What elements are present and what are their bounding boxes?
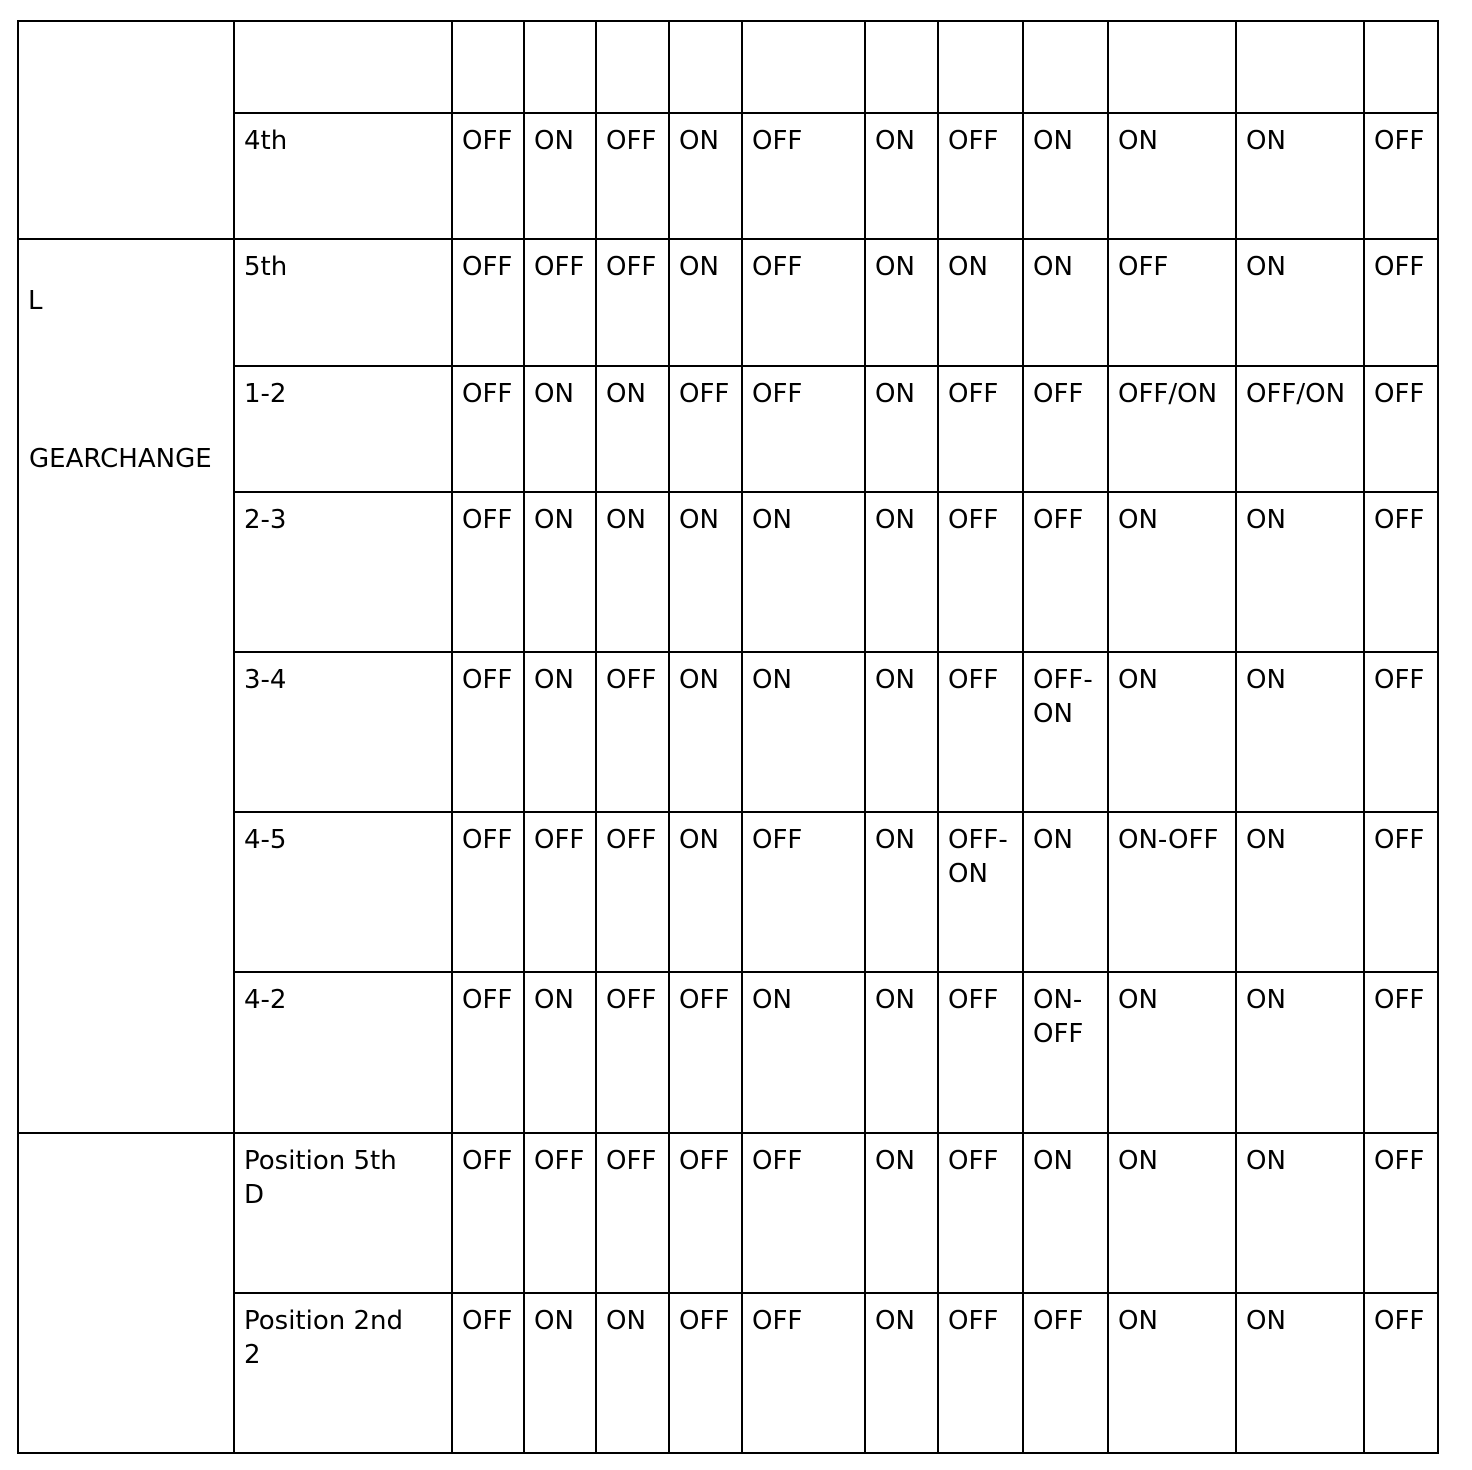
state-cell: OFF: [596, 972, 669, 1133]
state-cell: OFF: [1364, 972, 1438, 1133]
state-cell: OFF: [452, 239, 524, 366]
group-label-gearchange: GEARCHANGE: [29, 444, 212, 474]
gearchange-table: [17, 20, 1439, 1454]
state-cell: ON: [524, 492, 596, 652]
state-cell: OFF: [1364, 652, 1438, 812]
group-cell-bottom: [18, 1133, 234, 1453]
state-cell: OFF: [452, 1293, 524, 1453]
state-cell: ON: [865, 1293, 938, 1453]
state-cell: ON: [865, 366, 938, 492]
state-cell: OFF: [596, 113, 669, 239]
state-cell: [938, 21, 1023, 113]
state-cell: ON: [669, 812, 742, 972]
state-cell: ON: [524, 652, 596, 812]
state-cell: ON: [1236, 652, 1364, 812]
row-label: 4-2: [234, 972, 452, 1133]
state-cell: ON: [865, 492, 938, 652]
state-cell: OFF: [938, 113, 1023, 239]
state-cell: ON: [865, 812, 938, 972]
state-cell: ON: [1236, 1133, 1364, 1293]
state-cell: ON: [865, 113, 938, 239]
state-cell: OFF: [596, 1133, 669, 1293]
state-cell: OFF: [452, 366, 524, 492]
state-cell: OFF: [452, 812, 524, 972]
group-cell-l-gearchange: [18, 239, 234, 1133]
state-cell: OFF: [452, 972, 524, 1133]
state-cell: OFF: [524, 812, 596, 972]
state-cell: ON: [1108, 1293, 1236, 1453]
state-cell: ON: [742, 492, 865, 652]
state-cell: ON: [1023, 239, 1108, 366]
state-cell: OFF: [1364, 492, 1438, 652]
state-cell: ON: [524, 972, 596, 1133]
state-cell: ON: [524, 113, 596, 239]
state-cell: OFF: [524, 1133, 596, 1293]
state-cell: OFF: [452, 1133, 524, 1293]
row-label: Position 5th D: [234, 1133, 452, 1293]
state-cell: OFF: [742, 1293, 865, 1453]
state-cell: ON: [742, 652, 865, 812]
state-cell: OFF: [742, 239, 865, 366]
state-cell: [669, 21, 742, 113]
state-cell: ON: [865, 239, 938, 366]
state-cell: ON: [1023, 1133, 1108, 1293]
state-cell: ON: [669, 652, 742, 812]
state-cell: OFF: [742, 366, 865, 492]
state-cell: ON- OFF: [1023, 972, 1108, 1133]
state-cell: OFF: [596, 652, 669, 812]
state-cell: ON: [596, 1293, 669, 1453]
state-cell: OFF: [1364, 366, 1438, 492]
state-cell: [742, 21, 865, 113]
state-cell: ON: [1108, 652, 1236, 812]
state-cell: OFF- ON: [1023, 652, 1108, 812]
state-cell: ON: [669, 113, 742, 239]
state-cell: ON: [669, 239, 742, 366]
row-label: 2-3: [234, 492, 452, 652]
table-body: [18, 21, 1438, 1453]
state-cell: OFF: [938, 1293, 1023, 1453]
row-label: Position 2nd 2: [234, 1293, 452, 1453]
state-cell: OFF: [1364, 239, 1438, 366]
state-cell: ON: [1236, 492, 1364, 652]
state-cell: OFF: [742, 1133, 865, 1293]
state-cell: OFF: [1364, 113, 1438, 239]
row-label: 3-4: [234, 652, 452, 812]
state-cell: ON: [742, 972, 865, 1133]
state-cell: [1364, 21, 1438, 113]
state-cell: ON: [1108, 1133, 1236, 1293]
row-label: 1-2: [234, 366, 452, 492]
state-cell: OFF: [938, 972, 1023, 1133]
state-cell: [1023, 21, 1108, 113]
state-cell: OFF: [1364, 1293, 1438, 1453]
state-cell: OFF: [938, 652, 1023, 812]
state-cell: ON: [865, 652, 938, 812]
state-cell: OFF: [1364, 1133, 1438, 1293]
state-cell: ON: [1236, 972, 1364, 1133]
state-cell: [1108, 21, 1236, 113]
state-cell: OFF: [669, 366, 742, 492]
group-cell-top: [18, 21, 234, 239]
state-cell: OFF: [452, 652, 524, 812]
state-cell: OFF/ON: [1108, 366, 1236, 492]
state-cell: OFF: [524, 239, 596, 366]
table-row: [18, 21, 1438, 113]
state-cell: OFF: [669, 1133, 742, 1293]
state-cell: OFF: [669, 1293, 742, 1453]
state-cell: OFF: [596, 239, 669, 366]
state-cell: OFF: [938, 1133, 1023, 1293]
state-cell: ON: [1023, 113, 1108, 239]
state-cell: OFF: [1108, 239, 1236, 366]
state-cell: ON: [596, 366, 669, 492]
row-label: 4th: [234, 113, 452, 239]
state-cell: OFF: [1364, 812, 1438, 972]
state-cell: ON: [524, 366, 596, 492]
table-row: [18, 1133, 1438, 1293]
table-row: [18, 239, 1438, 366]
state-cell: OFF: [938, 366, 1023, 492]
state-cell: ON: [865, 1133, 938, 1293]
state-cell: OFF: [596, 812, 669, 972]
group-label-l: L: [28, 286, 43, 316]
state-cell: OFF: [669, 972, 742, 1133]
state-cell: OFF: [1023, 1293, 1108, 1453]
state-cell: ON: [669, 492, 742, 652]
state-cell: ON: [1023, 812, 1108, 972]
state-cell: OFF: [938, 492, 1023, 652]
state-cell: [865, 21, 938, 113]
state-cell: ON: [1108, 972, 1236, 1133]
state-cell: [596, 21, 669, 113]
state-cell: OFF: [452, 492, 524, 652]
state-cell: ON: [1108, 492, 1236, 652]
state-cell: OFF: [742, 113, 865, 239]
state-cell: ON: [1236, 812, 1364, 972]
state-cell: [1236, 21, 1364, 113]
state-cell: [524, 21, 596, 113]
state-cell: ON: [1236, 239, 1364, 366]
state-cell: ON: [1236, 1293, 1364, 1453]
state-cell: ON: [1236, 113, 1364, 239]
row-label: 5th: [234, 239, 452, 366]
state-cell: OFF: [452, 113, 524, 239]
row-label: [234, 21, 452, 113]
state-cell: ON: [596, 492, 669, 652]
state-cell: ON: [524, 1293, 596, 1453]
state-cell: ON-OFF: [1108, 812, 1236, 972]
state-cell: OFF: [1023, 492, 1108, 652]
state-cell: OFF: [742, 812, 865, 972]
state-cell: OFF: [1023, 366, 1108, 492]
state-cell: OFF- ON: [938, 812, 1023, 972]
state-cell: [452, 21, 524, 113]
state-cell: ON: [865, 972, 938, 1133]
state-cell: OFF/ON: [1236, 366, 1364, 492]
row-label: 4-5: [234, 812, 452, 972]
state-cell: ON: [1108, 113, 1236, 239]
state-cell: ON: [938, 239, 1023, 366]
